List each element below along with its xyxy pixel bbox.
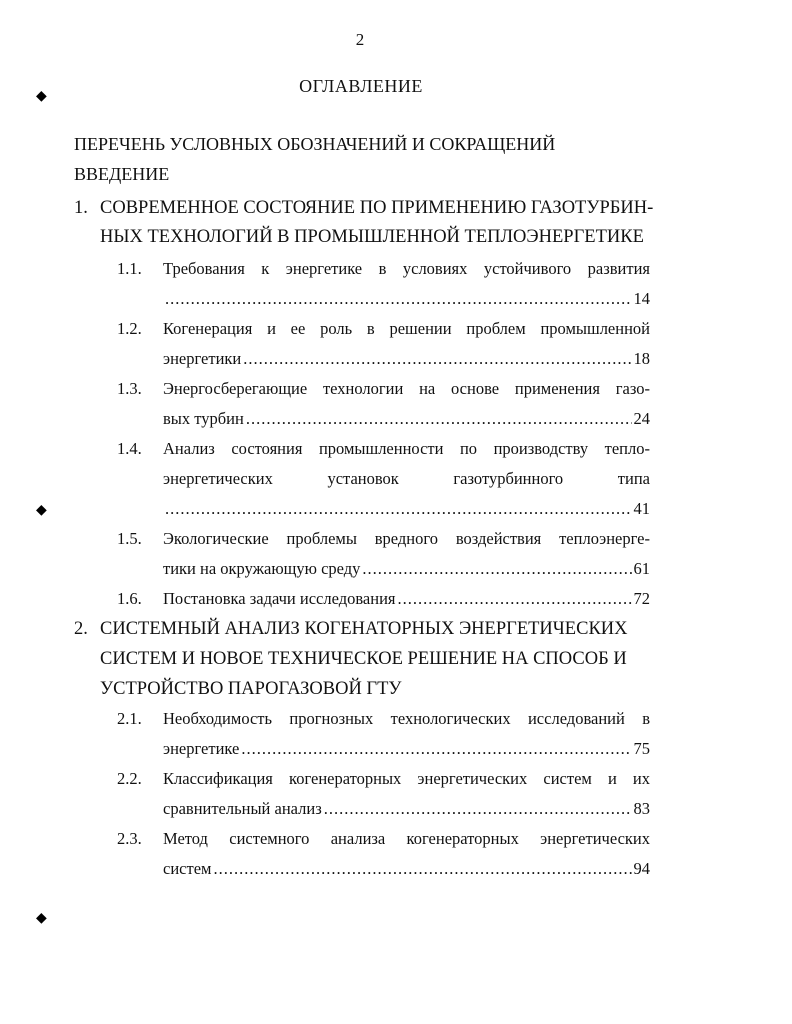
section-number: 2.1. (117, 709, 142, 728)
chapter-number: 2. (74, 619, 88, 639)
page-ref: 24 (633, 409, 650, 428)
section-title: Классификация когенераторных энергетических систем и их (163, 769, 650, 788)
page-ref: 83 (633, 799, 650, 818)
page-ref: 94 (633, 859, 650, 878)
dot-leader (246, 404, 632, 434)
section-title: Требования к энергетике в условиях устойчивого развития (163, 259, 650, 278)
section-title: Анализ состояния промышленности по производству тепло- (163, 439, 650, 458)
chapter-title-line: УСТРОЙСТВО ПАРОГАЗОВОЙ ГТУ (100, 679, 402, 699)
dot-leader (213, 854, 631, 884)
page-title: ОГЛАВЛЕНИЕ (299, 76, 423, 96)
page-ref: 41 (633, 499, 650, 518)
toc-section-1-5[interactable] (117, 524, 650, 584)
toc-abbreviations[interactable]: ПЕРЕЧЕНЬ УСЛОВНЫХ ОБОЗНАЧЕНИЙ И СОКРАЩЕНИЙ (74, 134, 556, 154)
section-title: Когенерация и ее роль в решении проблем промышленной (163, 319, 650, 338)
section-title: Экологические проблемы вредного воздействия теплоэнерге- (163, 529, 650, 548)
section-title-cont: тики на окружающую среду (163, 559, 361, 578)
dot-leader (243, 344, 631, 374)
section-number: 1.3. (117, 379, 142, 398)
section-number: 2.3. (117, 829, 142, 848)
section-number: 1.5. (117, 529, 142, 548)
section-title-cont: вых турбин (163, 409, 244, 428)
binding-hole-mark: ◆ (36, 911, 47, 926)
dot-leader (165, 494, 632, 524)
section-title: Энергосберегающие технологии на основе применения газо- (163, 379, 650, 398)
section-title-cont: энергетики (163, 349, 242, 368)
chapter-title-line: СИСТЕМ И НОВОЕ ТЕХНИЧЕСКОЕ РЕШЕНИЕ НА СПОСОБ И (100, 649, 627, 669)
dot-leader (324, 794, 632, 824)
binding-hole-mark: ◆ (36, 503, 47, 518)
section-title: Постановка задачи исследования (163, 589, 396, 608)
section-number: 2.2. (117, 769, 142, 788)
section-title-cont: сравнительный анализ (163, 799, 322, 818)
section-title: Метод системного анализа когенераторных энергетических (163, 829, 650, 848)
toc-section-1-1[interactable] (117, 254, 650, 314)
dot-leader (241, 734, 631, 764)
toc-chapter-2[interactable] (74, 614, 650, 704)
section-title: Необходимость прогнозных технологических исследований в (163, 709, 650, 728)
section-number: 1.2. (117, 319, 142, 338)
toc-section-2-3[interactable] (117, 824, 650, 884)
page-ref: 75 (633, 739, 650, 758)
section-title-cont: систем (163, 859, 212, 878)
section-number: 1.6. (117, 589, 142, 608)
chapter-number: 1. (74, 198, 88, 218)
section-number: 1.4. (117, 439, 142, 458)
section-title-cont: энергетических установок газотурбинного типа (163, 469, 650, 488)
toc-section-1-4[interactable] (117, 434, 650, 524)
toc-section-1-3[interactable] (117, 374, 650, 434)
toc-section-2-1[interactable] (117, 704, 650, 764)
chapter-title-line: НЫХ ТЕХНОЛОГИЙ В ПРОМЫШЛЕННОЙ ТЕПЛОЭНЕРГЕТИКЕ (100, 227, 644, 247)
toc-section-1-2[interactable] (117, 314, 650, 374)
toc-section-1-6[interactable] (117, 584, 650, 614)
dot-leader (165, 284, 632, 314)
binding-hole-mark: ◆ (36, 89, 47, 104)
dot-leader (397, 584, 631, 614)
toc-section-2-2[interactable] (117, 764, 650, 824)
page-ref: 72 (633, 589, 650, 608)
chapter-title-line: СОВРЕМЕННОЕ СОСТОЯНИЕ ПО ПРИМЕНЕНИЮ ГАЗОТУРБИН- (100, 198, 654, 218)
dot-leader (362, 554, 631, 584)
page-ref: 14 (633, 289, 650, 308)
chapter-title-line: СИСТЕМНЫЙ АНАЛИЗ КОГЕНАТОРНЫХ ЭНЕРГЕТИЧЕСКИХ (100, 619, 628, 639)
page-ref: 61 (633, 559, 650, 578)
section-title-cont: энергетике (163, 739, 240, 758)
toc-introduction[interactable]: ВВЕДЕНИЕ (74, 164, 170, 184)
page-number: 2 (355, 30, 365, 49)
page-ref: 18 (633, 349, 650, 368)
section-number: 1.1. (117, 259, 142, 278)
toc-chapter-1[interactable] (74, 194, 654, 252)
